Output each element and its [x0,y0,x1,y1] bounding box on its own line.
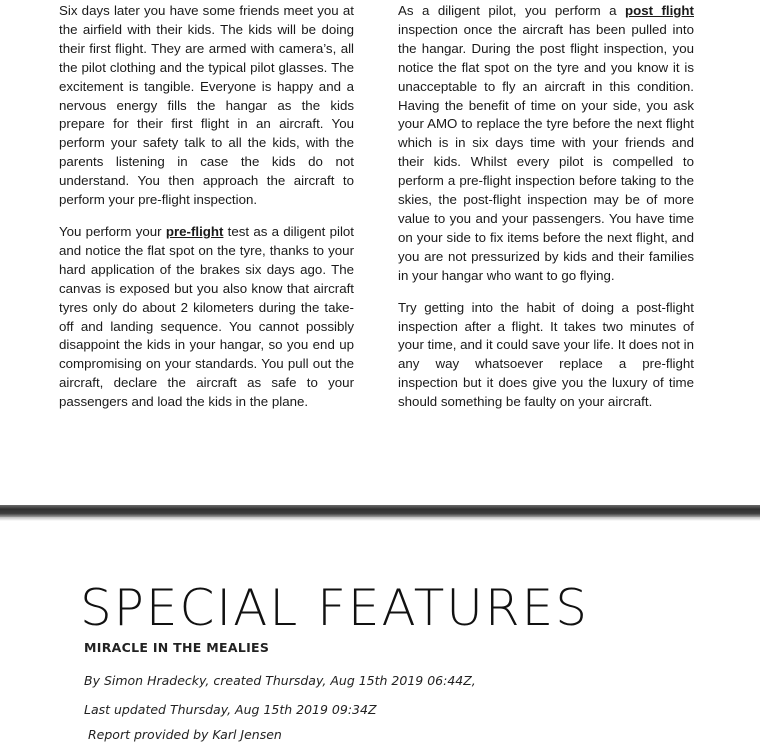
paragraph-text: inspection once the aircraft has been pulled into the hangar. During the post flight inspection, you notice the flat spot on the tyre and you know it is unacceptable to fly an aircraft in this condition. Having the benefit of time on your side, you ask your AMO to replace the tyre before the next flight which is in six days time with your friends and their kids. Whilst every pilot is compelled to perform a pre-flight inspection before taking to the skies, the post-flight inspection may be of more value to you and your passengers. You have time on your side to fix items before the next flight, and you are not pressurized by kids and their families in your hangar who want to go flying. [398,21,694,283]
paragraph-text: Try getting into the habit of doing a post-flight inspection after a flight. It takes two minutes of your time, and it could save your life. It does not in any way whatsoever replace a pre-flight inspection but it does give you the luxury of time should something be faulty on your aircraft. [398,299,694,410]
paragraph-text: Six days later you have some friends meet you at the airfield with their kids. The kids will be doing their first flight. They are armed with camera’s, all the pilot clothing and the typical pilot glasses. The excitement is tangible. Everyone is happy and a nervous energy fills the hangar as the kids prepare for their first flight in an aircraft. You perform your safety talk to all the kids, with the parents listening in case the kids do not understand. You then approach the aircraft to perform your pre-flight inspection. [59,3,354,208]
paragraph [398,299,694,412]
article-left-column [59,2,354,425]
paragraph-text: test as a diligent pilot and notice the flat spot on the tyre, thanks to your hard application of the brakes six days ago. The canvas is exposed but you also know that aircraft tyres only do about 2 kilometers during the take-off and landing sequence. You cannot possibly disappoint the kids in your hangar, so you end up compromising on your standards. You pull out the aircraft, declare the aircraft as safe to your passengers and load the kids in the plane. [59,223,355,410]
last-updated: Last updated Thursday, Aug 15th 2019 09:34Z [84,702,377,717]
paragraph-text: As a diligent pilot, you perform a [398,3,625,18]
article-subtitle: MIRACLE IN THE MEALIES [84,640,270,655]
page-divider [0,505,760,517]
byline: By Simon Hradecky, created Thursday, Aug 15th 2019 06:44Z, [84,673,476,688]
emphasis-text: pre-flight [165,223,224,239]
special-features-title: SPECIAL FEATURES [80,579,589,637]
paragraph [59,2,354,210]
emphasis-text: post flight [624,3,694,18]
paragraph [398,2,694,286]
paragraph-text: You perform your [59,223,166,239]
paragraph [59,223,354,412]
article-right-column [398,2,694,425]
report-credit: Report provided by Karl Jensen [88,727,282,742]
